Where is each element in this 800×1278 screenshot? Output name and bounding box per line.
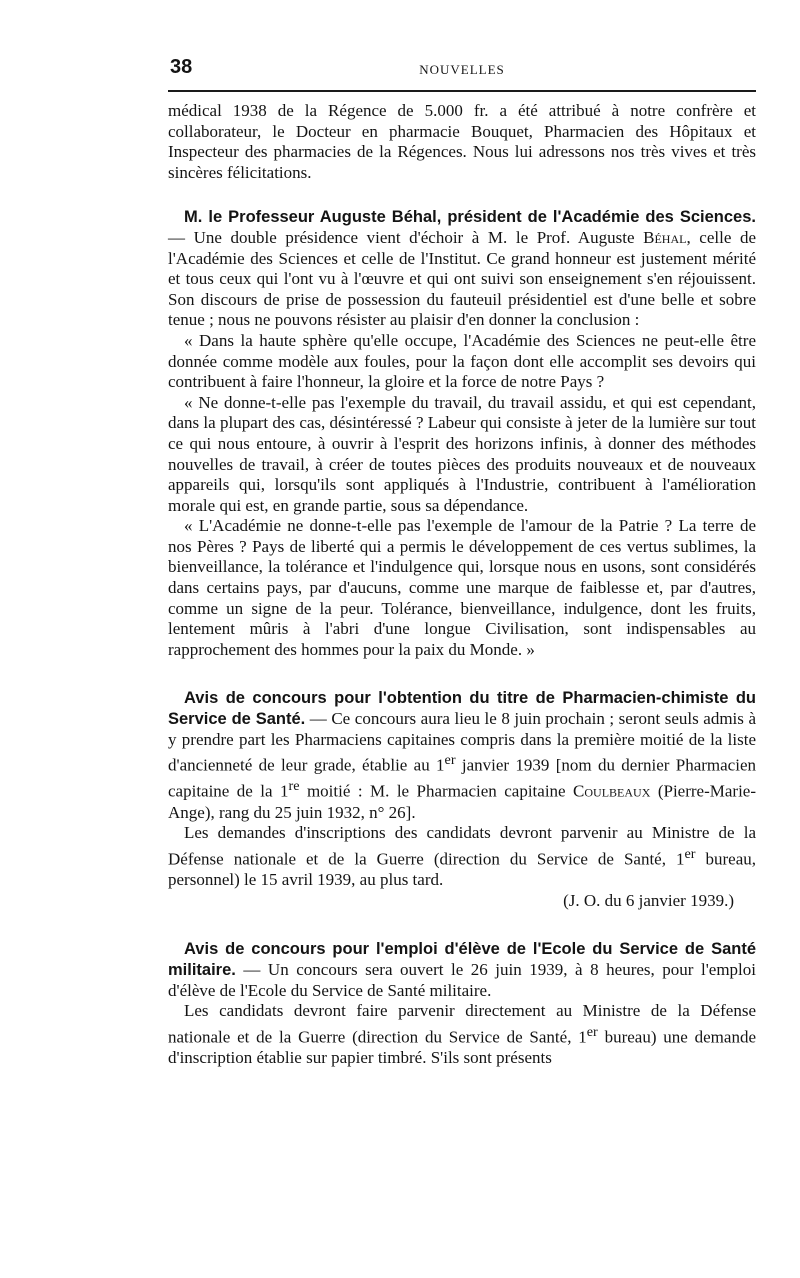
behal-heading: M. le Professeur Auguste Béhal, président de l'Académie des Sciences.: [184, 208, 756, 227]
inscriptions-text-b: bureau, personnel) le 15 avril 1939, au plus tard.: [168, 849, 756, 890]
article-body: [168, 101, 756, 1069]
ordinal-sup: re: [288, 778, 300, 795]
concours-pharmacien-heading: Avis de concours pour l'obtention du titre de Pharmacien-chimiste du Service de Santé.: [168, 689, 756, 729]
quote-paragraph-2: « Ne donne-t-elle pas l'exemple du travail, du travail assidu, et qui est cependant, dans la plupart des cas, désintéressé ? Labeur qui consiste à jeter de la lumière sur tout ce qui nous entoure, à ouvrir à l'esprit des horizons infinis, à donner des méthodes nouvelles de travail, à créer de toutes pièces des produits nouveaux et de nouveaux appareils qui, lorsqu'ils sont appliqués à l'Industrie, contribuent à l'amélioration morale qui est, en grande partie, sous sa dépendance.: [168, 392, 756, 515]
behal-name: Béhal: [643, 227, 687, 247]
ordinal-sup: er: [444, 752, 456, 769]
candidats-text-b: bureau) une demande d'inscription établie sur papier timbré. S'ils sont présents: [168, 1027, 756, 1067]
quote-paragraph-3: « L'Académie ne donne-t-elle pas l'exemple de l'amour de la Patrie ? La terre de nos Pères ? Pays de liberté qui a permis le développement de ces vertus sublimes, la bienveillance, la tolérance et l'indulgence qui, lorsque nous en usons, sont considérés dans certains pays, par d'aucuns, comme une marque de faiblesse et, par d'autres, comme un signe de la peur. Tolérance, bienveillance, indulgence, dont les fruits, lentement mûris à l'abri d'une longue Civilisation, sont indispensables au rapprochement des hommes pour la paix du Monde. »: [168, 516, 756, 659]
running-head: NOUVELLES: [419, 62, 505, 77]
inscriptions-paragraph: [168, 823, 756, 890]
concours-text-b: janvier 1939 [nom du dernier Pharmacien capitaine de la 1: [168, 755, 756, 802]
quote-paragraph-1: « Dans la haute sphère qu'elle occupe, l'Académie des Sciences ne peut-elle être donnée comme modèle aux foules, pour la façon dont elle accomplit ses devoirs qui contribuent à faire l'honneur, la gloire et la force de notre Pays ?: [168, 330, 756, 392]
continuation-paragraph: médical 1938 de la Régence de 5.000 fr. a été attribué à notre confrère et collaborateur, le Docteur en pharmacie Bouquet, Pharmacien des Hôpitaux et Inspecteur des pharmacies de la Régences. Nous lui adressons nos très vives et très sincères félicitations.: [168, 101, 756, 182]
concours-eleve-heading: Avis de concours pour l'emploi d'élève de l'Ecole du Service de Santé militaire.: [168, 940, 756, 979]
page-header: [168, 56, 756, 80]
candidats-text-a: Les candidats devront faire parvenir directement au Ministre de la Défense nationale et de la Guerre (direction du Service de Santé, 1: [168, 1001, 756, 1047]
page-number: 38: [170, 56, 193, 78]
ordinal-sup: er: [684, 845, 696, 862]
concours-eleve-text: — Un concours sera ouvert le 26 juin 1939, à 8 heures, pour l'emploi d'élève de l'Ecole du Service de Santé militaire.: [168, 959, 756, 1000]
header-rule: [168, 90, 756, 92]
inscriptions-text-a: Les demandes d'inscriptions des candidats devront parvenir au Ministre de la Défense nationale et de la Guerre (direction du Service de Santé, 1: [168, 823, 756, 869]
concours-eleve-paragraph: [168, 939, 756, 1001]
ordinal-sup: er: [586, 1023, 598, 1040]
behal-text-b: , celle de l'Académie des Sciences et celle de l'Institut. Ce grand honneur est justement mérité et tous ceux qui l'ont vu à l'œuvre et qui ont suivi son enseignement s'en réjouissent. Son discours de prise de possession du fauteuil présidentiel est d'une belle et sobre tenue ; nous ne pouvons résister au plaisir d'en donner la conclusion :: [168, 227, 756, 330]
concours-pharmacien-paragraph: [168, 688, 756, 823]
candidats-paragraph: [168, 1001, 756, 1068]
behal-paragraph: [168, 207, 756, 331]
concours-text-d: (Pierre-Marie-Ange), rang du 25 juin 1932, n° 26].: [168, 782, 757, 822]
concours-text-a: — Ce concours aura lieu le 8 juin prochain ; seront seuls admis à y prendre part les Pharmaciens capitaines compris dans la première moitié de la liste d'ancienneté de leur grade, établie au 1: [168, 709, 756, 775]
coulbeaux-name: Coulbeaux: [573, 782, 651, 802]
source-citation: (J. O. du 6 janvier 1939.): [563, 890, 734, 910]
behal-text-a: — Une double présidence vient d'échoir à M. le Prof. Auguste: [168, 227, 644, 247]
concours-text-c: moitié : M. le Pharmacien capitaine: [299, 782, 574, 802]
